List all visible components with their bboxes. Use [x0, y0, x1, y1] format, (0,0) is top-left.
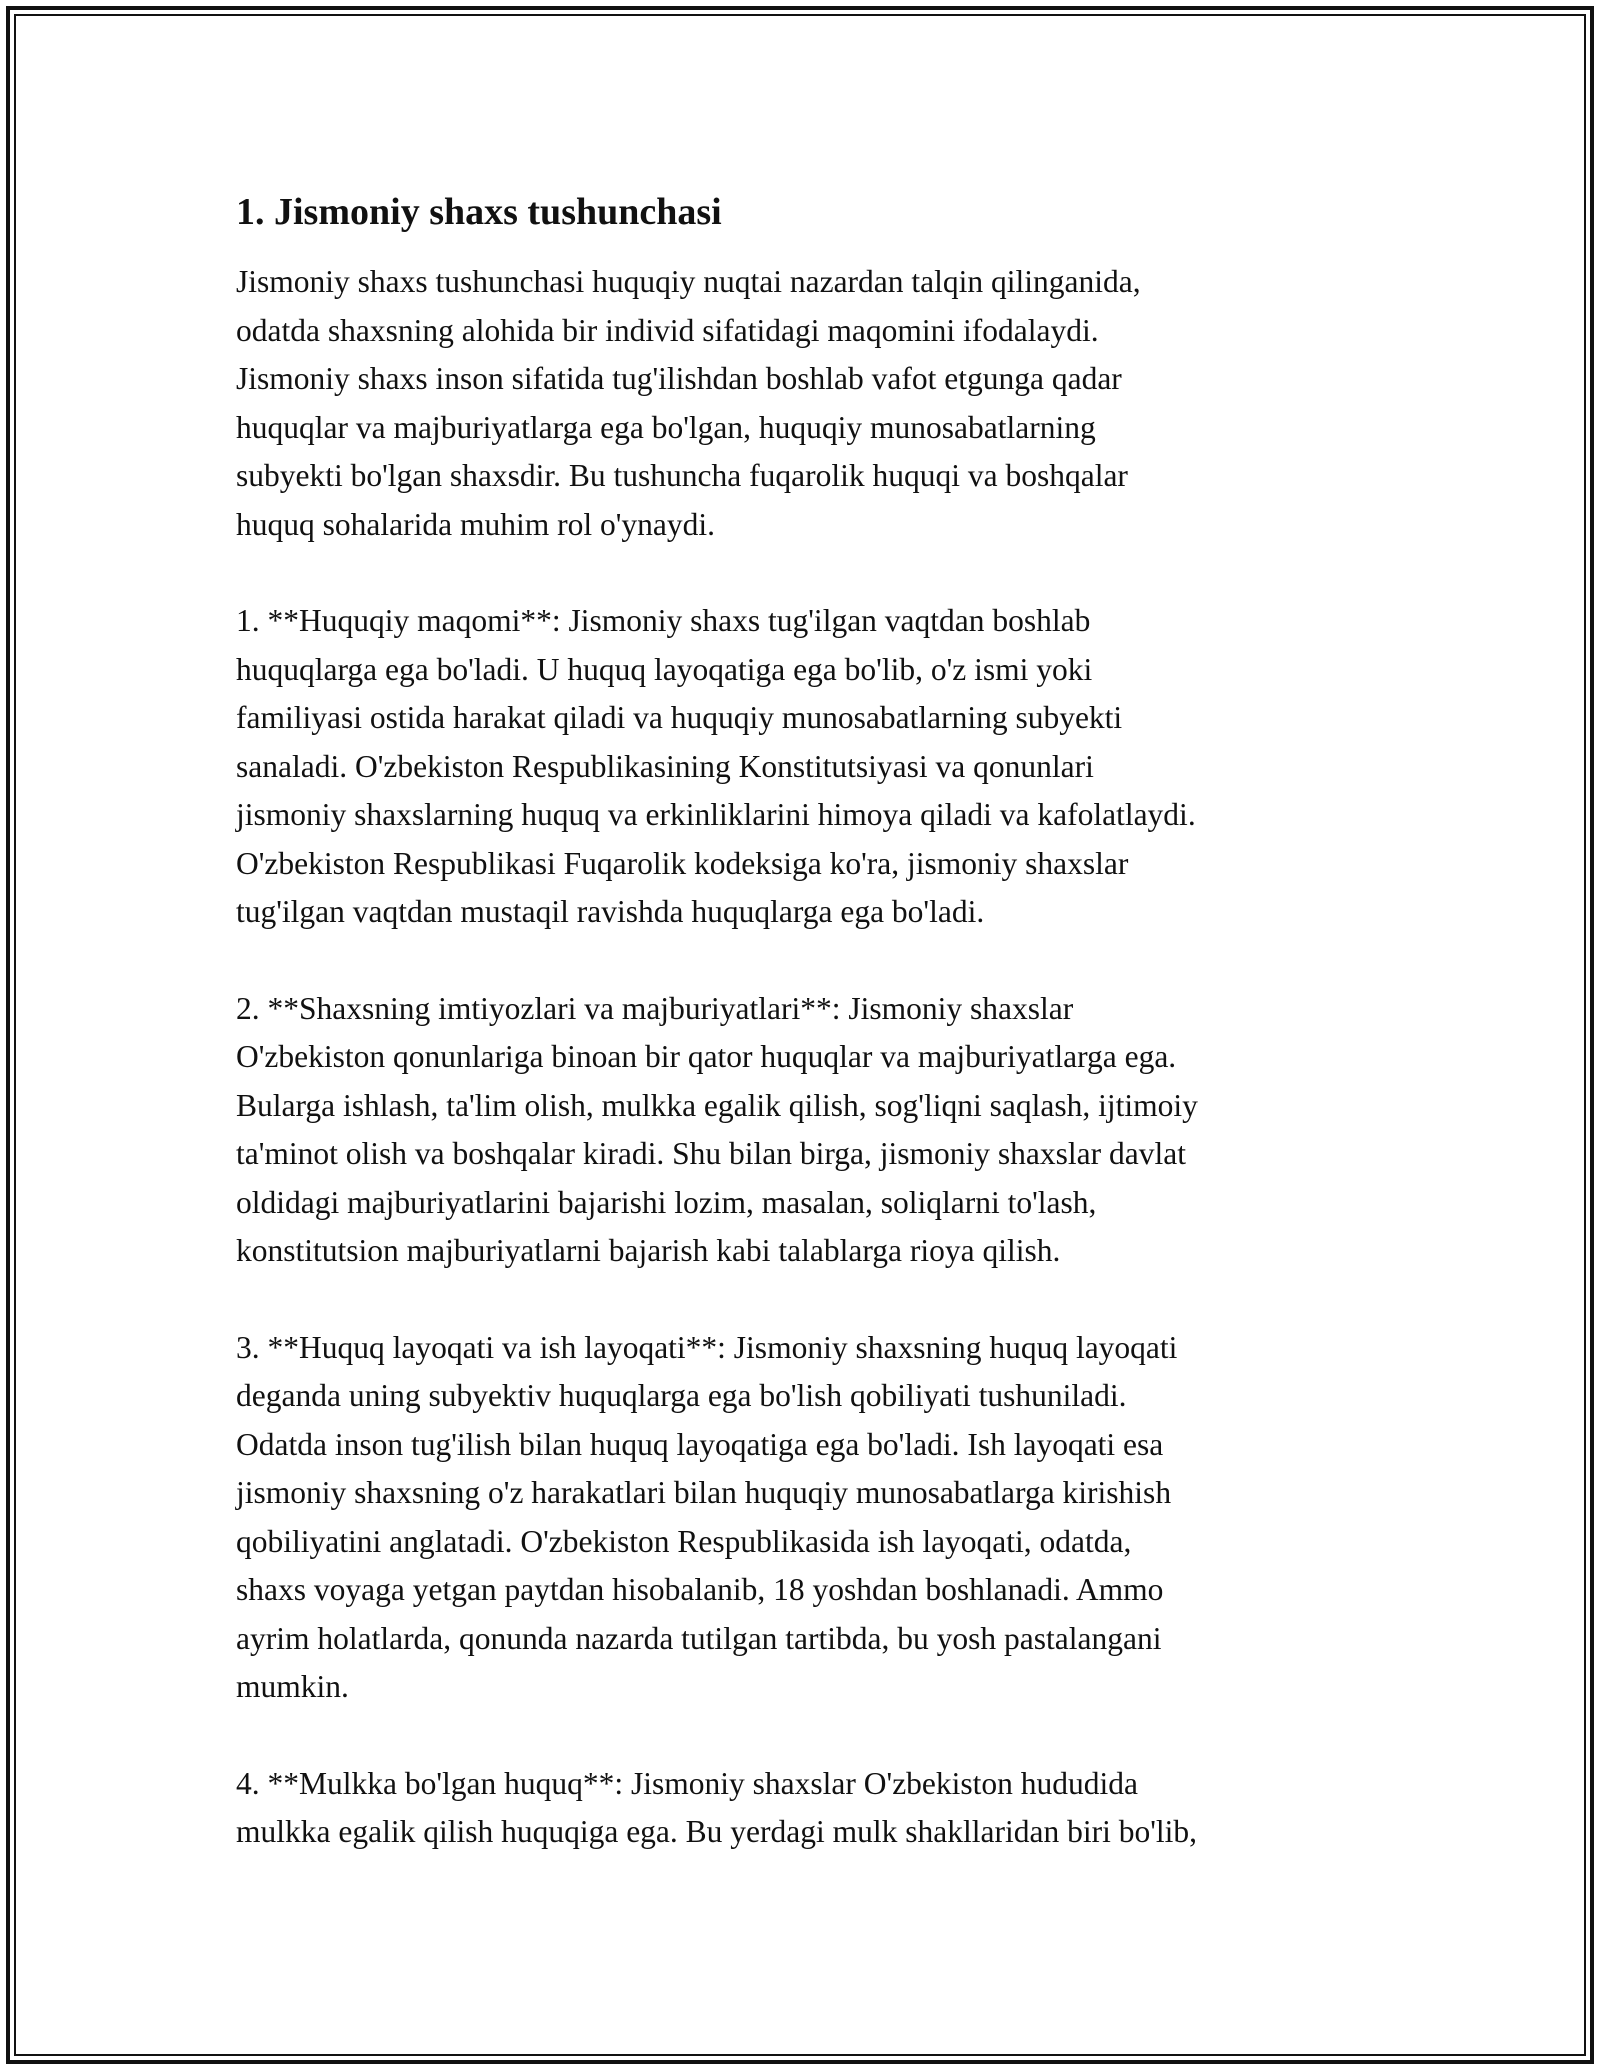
text-line: Bularga ishlash, ta'lim olish, mulkka egalik qilish, sog'liqni saqlash, ijtimoiy: [236, 1087, 1198, 1123]
text-line: Jismoniy shaxs tushunchasi huquqiy nuqtai nazardan talqin qilinganida,: [236, 264, 1141, 299]
text-line: konstitutsion majburiyatlarni bajarish kabi talablarga rioya qilish.: [236, 1233, 1061, 1268]
text-line: Jismoniy shaxs inson sifatida tug'ilishdan boshlab vafot etgunga qadar: [236, 361, 1122, 396]
text-line: qobiliyatini anglatadi. O'zbekiston Respublikasida ish layoqati, odatda,: [236, 1523, 1132, 1559]
text-line: jismoniy shaxslarning huquq va erkinliklarini himoya qiladi va kafolatlaydi.: [236, 797, 1196, 832]
text-line: O'zbekiston qonunlariga binoan bir qator huquqlar va majburiyatlarga ega.: [236, 1039, 1177, 1074]
text-line: 1. **Huquqiy maqomi**: Jismoniy shaxs tug'ilgan vaqtdan boshlab: [236, 603, 1091, 638]
text-line: ayrim holatlarda, qonunda nazarda tutilgan tartibda, bu yosh pastalangani: [236, 1620, 1162, 1656]
paragraph-intro: [236, 258, 1386, 549]
text-line: familiyasi ostida harakat qiladi va huquqiy munosabatlarning subyekti: [236, 700, 1123, 735]
paragraph-item-4: [236, 1760, 1386, 1857]
text-line: O'zbekiston Respublikasi Fuqarolik kodeksiga ko'ra, jismoniy shaxslar: [236, 845, 1129, 881]
paragraph-item-1: [236, 597, 1386, 937]
text-line: 2. **Shaxsning imtiyozlari va majburiyatlari**: Jismoniy shaxslar: [236, 990, 1074, 1026]
text-line: mulkka egalik qilish huquqiga ega. Bu yerdagi mulk shakllaridan biri bo'lib,: [236, 1814, 1197, 1849]
text-line: 3. **Huquq layoqati va ish layoqati**: Jismoniy shaxsning huquq layoqati: [236, 1329, 1178, 1365]
section-heading: 1. Jismoniy shaxs tushunchasi: [236, 191, 722, 233]
text-line: deganda uning subyektiv huquqlarga ega bo'lish qobiliyati tushuniladi.: [236, 1378, 1127, 1413]
paragraph-item-2: [236, 985, 1386, 1276]
text-line: jismoniy shaxsning o'z harakatlari bilan huquqiy munosabatlarga kirishish: [236, 1475, 1172, 1510]
text-line: huquqlar va majburiyatlarga ega bo'lgan, huquqiy munosabatlarning: [236, 409, 1096, 445]
text-line: huquqlarga ega bo'ladi. U huquq layoqatiga ega bo'lib, o'z ismi yoki: [236, 651, 1093, 687]
text-line: mumkin.: [236, 1669, 349, 1704]
text-line: subyekti bo'lgan shaxsdir. Bu tushuncha fuqarolik huquqi va boshqalar: [236, 458, 1128, 493]
text-line: 4. **Mulkka bo'lgan huquq**: Jismoniy shaxslar O'zbekiston hududida: [236, 1765, 1139, 1801]
text-line: huquq sohalarida muhim rol o'ynaydi.: [236, 506, 715, 542]
paragraph-item-3: [236, 1324, 1386, 1712]
text-line: tug'ilgan vaqtdan mustaqil ravishda huquqlarga ega bo'ladi.: [236, 894, 985, 929]
text-line: oldidagi majburiyatlarini bajarishi lozim, masalan, soliqlarni to'lash,: [236, 1184, 1097, 1220]
text-line: shaxs voyaga yetgan paytdan hisobalanib, 18 yoshdan boshlanadi. Ammo: [236, 1572, 1164, 1607]
text-line: odatda shaxsning alohida bir individ sifatidagi maqomini ifodalaydi.: [236, 312, 1099, 348]
text-line: Odatda inson tug'ilish bilan huquq layoqatiga ega bo'ladi. Ish layoqati esa: [236, 1426, 1164, 1462]
text-line: ta'minot olish va boshqalar kiradi. Shu bilan birga, jismoniy shaxslar davlat: [236, 1136, 1186, 1171]
document-body: [236, 186, 1386, 1905]
text-line: sanaladi. O'zbekiston Respublikasining Konstitutsiyasi va qonunlari: [236, 748, 1094, 784]
